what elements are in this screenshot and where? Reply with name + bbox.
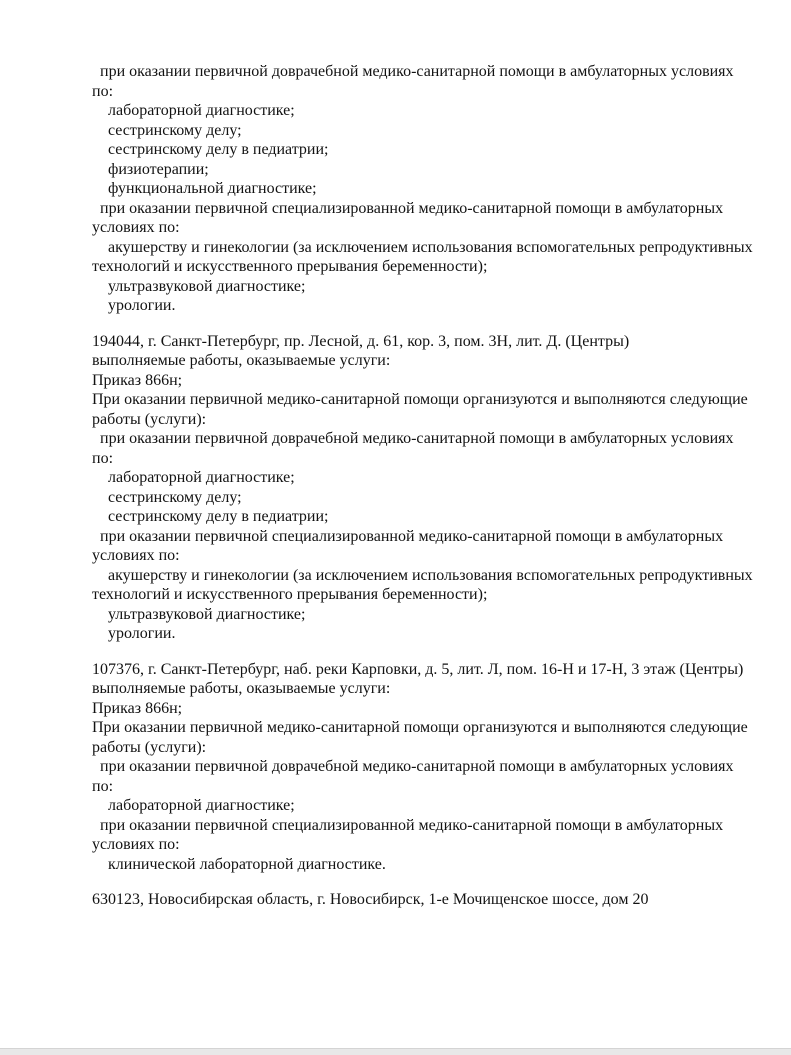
document-line: 107376, г. Санкт-Петербург, наб. реки Карповки, д. 5, лит. Л, пом. 16-Н и 17-Н, 3 этаж (Центры) [92,660,744,678]
document-line: технологий и искусственного прерывания беременности); [92,586,488,603]
window-edge-bar [0,1048,791,1055]
document-line: лабораторной диагностике; [108,102,295,119]
document-line: физиотерапии; [108,160,209,178]
services-continuation-block [92,62,771,316]
document-line: сестринскому делу; [108,121,242,139]
document-line: лабораторной диагностике; [108,469,295,486]
document-line: Приказ 866н; [92,699,183,717]
document-line: условиях по: [92,547,180,564]
document-line: при оказании первичной доврачебной медико-санитарной помощи в амбулаторных условиях [100,430,734,447]
document-line: сестринскому делу; [108,488,242,506]
license-works-text [92,62,771,910]
document-line: условиях по: [92,836,180,853]
document-line: при оказании первичной специализированной медико-санитарной помощи в амбулаторных [100,816,724,834]
document-line: акушерству и гинекологии (за исключением использования вспомогательных репродуктивных [108,566,753,584]
document-line: сестринскому делу в педиатрии; [108,141,329,158]
document-line: при оказании первичной специализированной медико-санитарной помощи в амбулаторных [100,199,724,217]
document-line: урологии. [108,297,176,314]
document-line: ультразвуковой диагностике; [108,277,306,295]
document-line: по: [92,82,114,100]
address-block-630123 [92,890,771,910]
document-line: Приказ 866н; [92,371,183,389]
document-line: при оказании первичной доврачебной медико-санитарной помощи в амбулаторных условиях [100,63,734,80]
document-line: выполняемые работы, оказываемые услуги: [92,680,391,697]
document-line: технологий и искусственного прерывания беременности); [92,258,488,275]
document-line: урологии. [108,625,176,642]
document-line: лабораторной диагностике; [108,797,295,814]
address-block-107376 [92,660,771,875]
document-line: ультразвуковой диагностике; [108,605,306,623]
document-line: сестринскому делу в педиатрии; [108,508,329,525]
document-line: работы (услуги): [92,738,207,756]
document-line: 630123, Новосибирская область, г. Новосибирск, 1-е Мочищенское шоссе, дом 20 [92,891,649,908]
document-line: при оказании первичной специализированной медико-санитарной помощи в амбулаторных [100,527,724,545]
document-line: условиях по: [92,219,180,236]
document-line: при оказании первичной доврачебной медико-санитарной помощи в амбулаторных условиях [100,758,734,775]
document-line: клинической лабораторной диагностике. [108,855,386,873]
document-line: При оказании первичной медико-санитарной помощи организуются и выполняются следующие [92,391,748,408]
document-line: по: [92,777,114,795]
document-line: работы (услуги): [92,410,207,428]
document-line: выполняемые работы, оказываемые услуги: [92,352,391,369]
document-line: При оказании первичной медико-санитарной помощи организуются и выполняются следующие [92,719,748,736]
document-line: по: [92,449,114,467]
document-line: 194044, г. Санкт-Петербург, пр. Лесной, д. 61, кор. 3, пом. 3Н, лит. Д. (Центры) [92,332,630,350]
address-block-194044 [92,332,771,644]
document-line: функциональной диагностике; [108,180,317,197]
document-line: акушерству и гинекологии (за исключением использования вспомогательных репродуктивных [108,238,753,256]
